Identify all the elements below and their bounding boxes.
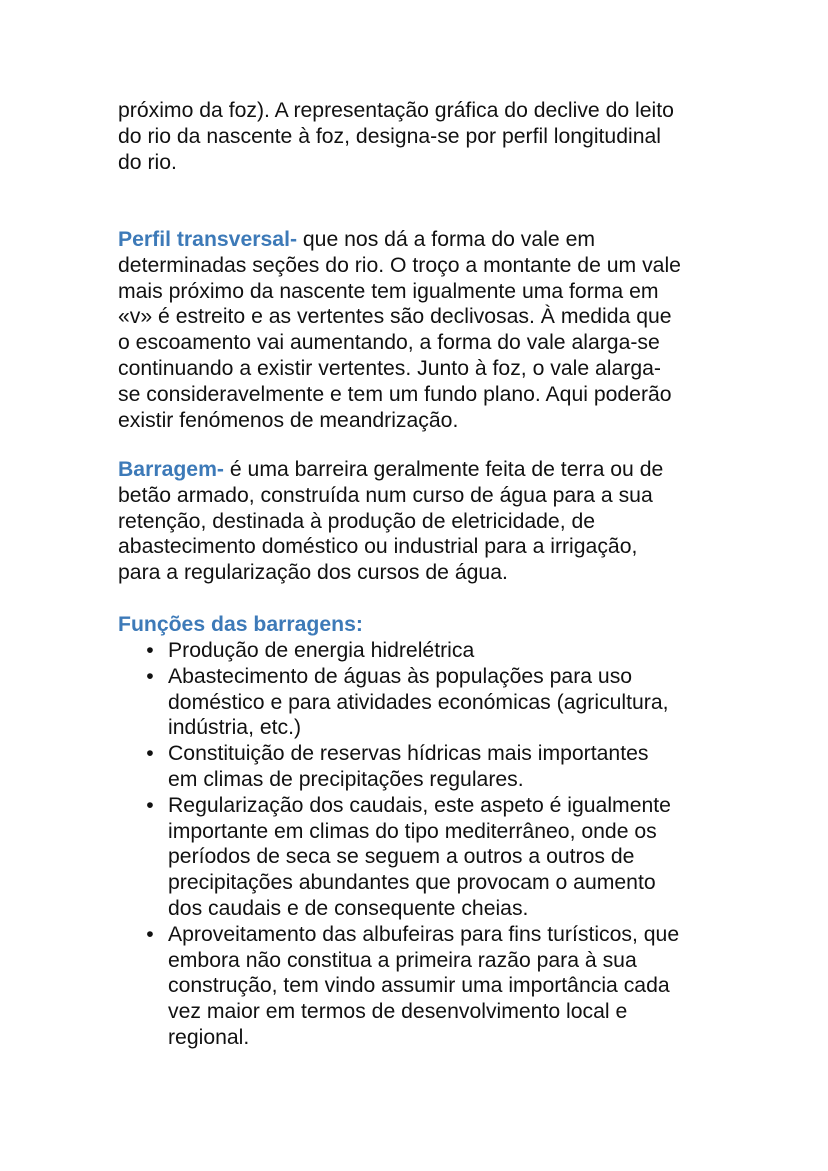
list-item-line: dos caudais e de consequente cheias. xyxy=(168,896,529,920)
list-item xyxy=(118,793,728,922)
list-item-line: em climas de precipitações regulares. xyxy=(168,767,524,791)
list-item-line: construção, tem vindo assumir uma importância cada xyxy=(168,974,670,998)
intro-line: do rio da nascente à foz, designa-se por perfil longitudinal xyxy=(118,124,661,148)
list-item xyxy=(118,664,728,741)
barragem-line: abastecimento doméstico ou industrial para a irrigação, xyxy=(118,535,638,559)
barragem-line: retenção, destinada à produção de eletricidade, de xyxy=(118,509,596,533)
perfil-line: que nos dá a forma do vale em xyxy=(297,228,595,251)
list-item-line: Produção de energia hidrelétrica xyxy=(168,639,475,662)
perfil-line: se consideravelmente e tem um fundo plano. Aqui poderão xyxy=(118,382,672,406)
bullet-icon: • xyxy=(146,664,154,688)
perfil-line: determinadas seções do rio. O troço a montante de um vale xyxy=(118,253,681,277)
list-item-line: Aproveitamento das albufeiras para fins turísticos, que xyxy=(168,922,680,946)
barragem-term: Barragem- xyxy=(118,458,224,481)
list-item-line: regional. xyxy=(168,1025,250,1049)
bullet-icon: • xyxy=(146,793,154,817)
perfil-line: o escoamento vai aumentando, a forma do vale alarga-se xyxy=(118,331,660,355)
list-item-line: doméstico e para atividades económicas (agricultura, xyxy=(168,690,669,714)
perfil-transversal-paragraph xyxy=(118,227,728,433)
perfil-transversal-term: Perfil transversal- xyxy=(118,228,298,251)
list-item-line: importante em climas do tipo mediterrâneo, onde os xyxy=(168,819,657,843)
barragem-paragraph xyxy=(118,457,728,586)
bullet-icon: • xyxy=(146,742,154,766)
list-item-line: indústria, etc.) xyxy=(168,716,302,740)
list-item xyxy=(118,741,728,793)
perfil-line: existir fenómenos de meandrização. xyxy=(118,408,459,432)
list-item xyxy=(118,638,728,664)
list-item xyxy=(118,922,728,1051)
bullet-icon: • xyxy=(146,922,154,946)
perfil-line: mais próximo da nascente tem igualmente uma forma em xyxy=(118,279,659,303)
funcoes-heading: Funções das barragens: xyxy=(118,613,363,636)
list-item-line: embora não constitua a primeira razão para à sua xyxy=(168,948,637,972)
barragem-line: é uma barreira geralmente feita de terra ou de xyxy=(223,458,664,481)
perfil-line: «v» é estreito e as vertentes são declivosas. À medida que xyxy=(118,305,672,329)
barragem-line: betão armado, construída num curso de água para a sua xyxy=(118,483,653,507)
list-item-line: vez maior em termos de desenvolvimento local e xyxy=(168,1000,628,1024)
list-item-line: Abastecimento de águas às populações para uso xyxy=(168,664,633,688)
list-item-line: períodos de seca se seguem a outros a outros de xyxy=(168,845,635,869)
intro-paragraph xyxy=(118,98,728,175)
list-item-line: Constituição de reservas hídricas mais importantes xyxy=(168,742,649,766)
intro-line: do rio. xyxy=(118,150,177,174)
funcoes-list xyxy=(118,638,728,1051)
list-item-line: precipitações abundantes que provocam o aumento xyxy=(168,871,656,895)
barragem-line: para a regularização dos cursos de água. xyxy=(118,561,508,585)
perfil-line: continuando a existir vertentes. Junto à foz, o vale alarga- xyxy=(118,356,661,380)
bullet-icon: • xyxy=(146,639,154,662)
list-item-line: Regularização dos caudais, este aspeto é igualmente xyxy=(168,793,671,817)
intro-line: próximo da foz). A representação gráfica do declive do leito xyxy=(118,99,674,122)
